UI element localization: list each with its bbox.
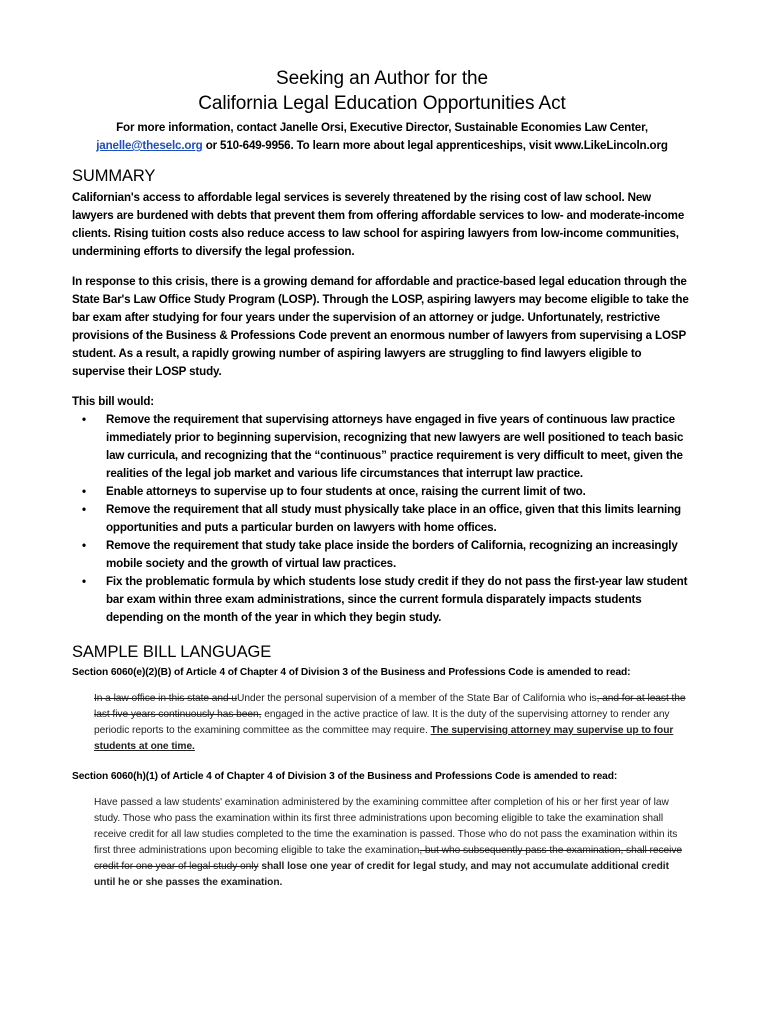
section-6060h-text: Have passed a law students' examination administered by the examining committee after completion of his or her first year of law study. Those who pass the examination within its first three administrations upon becoming eligible to take the examination shall receive credit for all law studies completed to the time the examination is passed. Those who do not pass the examination within its first three administrations upon becoming eligible to take the examination, but who subsequently pass the examination, shall receive credit for one year of legal study only shall lose one year of credit for legal study, and may not accumulate additional credit until he or she passes the examination. — [94, 797, 683, 888]
summary-paragraph-1: Californian's access to affordable legal services is severely threatened by the rising cost of law school. New lawyers are burdened with debts that prevent them from offering affordable services to low- and moderate-income clients. Rising tuition costs also reduce access to law school for aspiring lawyers from low-income communities, undermining efforts to diversify the legal profession. — [72, 191, 685, 258]
deleted-text: , and for at least the last five years continuously has been, — [94, 693, 686, 720]
bullet-icon: • — [82, 485, 86, 498]
bill-provisions-list — [72, 411, 692, 627]
contact-info — [72, 119, 692, 155]
section-6060e-text: In a law office in this state and uUnder the personal supervision of a member of the State Bar of California who is, and for at least the last five years continuously has been, engaged in the active practice of law. It is the duty of the supervising attorney to render any periodic reports to the examining committee as the committee may require. The supervising attorney may supervise up to four students at one time. — [94, 693, 686, 752]
sample-bill-heading: SAMPLE BILL LANGUAGE — [72, 643, 272, 661]
section-6060e-intro: Section 6060(e)(2)(B) of Article 4 of Chapter 4 of Division 3 of the Business and Professions Code is amended to read: — [72, 667, 631, 678]
list-item: • Enable attorneys to supervise up to four students at once, raising the current limit of two. — [72, 483, 692, 501]
inserted-text: shall lose one year of credit for legal study, and may not accumulate additional credit until he or she passes the examination. — [94, 861, 669, 888]
title-line-1: Seeking an Author for the — [276, 68, 488, 89]
contact-intro: For more information, contact Janelle Orsi, Executive Director, Sustainable Economies Law Center, — [116, 121, 648, 134]
summary-heading: SUMMARY — [72, 167, 156, 185]
list-item: • Fix the problematic formula by which students lose study credit if they do not pass the first-year law student bar exam within three exam administrations, since the current formula disparately impacts students depending on the month of the year in which they begin study. — [82, 575, 688, 624]
document-title — [72, 66, 692, 116]
summary-paragraph-2: In response to this crisis, there is a growing demand for affordable and practice-based legal education through the State Bar's Law Office Study Program (LOSP). Through the LOSP, aspiring lawyers may become eligible to take the bar exam after studying for four years under the supervision of an attorney or judge. Unfortunately, restrictive provisions of the Business & Professions Code prevent an enormous number of lawyers from supervising a LOSP student. As a result, a rapidly growing number of aspiring lawyers are struggling to find lawyers eligible to supervise their LOSP study. — [72, 275, 689, 378]
section-6060h-intro: Section 6060(h)(1) of Article 4 of Chapter 4 of Division 3 of the Business and Professions Code is amended to read: — [72, 771, 618, 782]
list-item: • Remove the requirement that supervising attorneys have engaged in five years of continuous law practice immediately prior to beginning supervision, recognizing that new lawyers are well positioned to teach basic law curricula, and recognizing that the “continuous” practice requirement is very difficult to meet, given the realities of the legal job market and various life circumstances that interrupt law practice. — [82, 413, 684, 480]
deleted-text: , but who subsequently pass the examination, shall receive credit for one year of legal study only — [94, 845, 683, 872]
bullet-icon: • — [82, 539, 86, 552]
bullet-icon: • — [82, 503, 86, 516]
inserted-text: The supervising attorney may supervise up to four students at one time. — [94, 725, 674, 752]
bullet-icon: • — [82, 413, 86, 426]
deleted-text: In a law office in this state and u — [94, 693, 238, 704]
contact-details: or 510-649-9956. To learn more about legal apprenticeships, visit www.LikeLincoln.org — [202, 139, 668, 152]
list-item: • Remove the requirement that all study must physically take place in an office, given that this limits learning opportunities and puts a particular burden on lawyers with home offices. — [82, 503, 681, 534]
list-item: • Remove the requirement that study take place inside the borders of California, recognizing an increasingly mobile society and the growth of virtual law practices. — [82, 539, 678, 570]
bill-intro: This bill would: — [72, 395, 154, 408]
bullet-icon: • — [82, 575, 86, 588]
title-line-2: California Legal Education Opportunities Act — [198, 93, 566, 114]
email-link[interactable]: janelle@theselc.org — [96, 139, 203, 152]
